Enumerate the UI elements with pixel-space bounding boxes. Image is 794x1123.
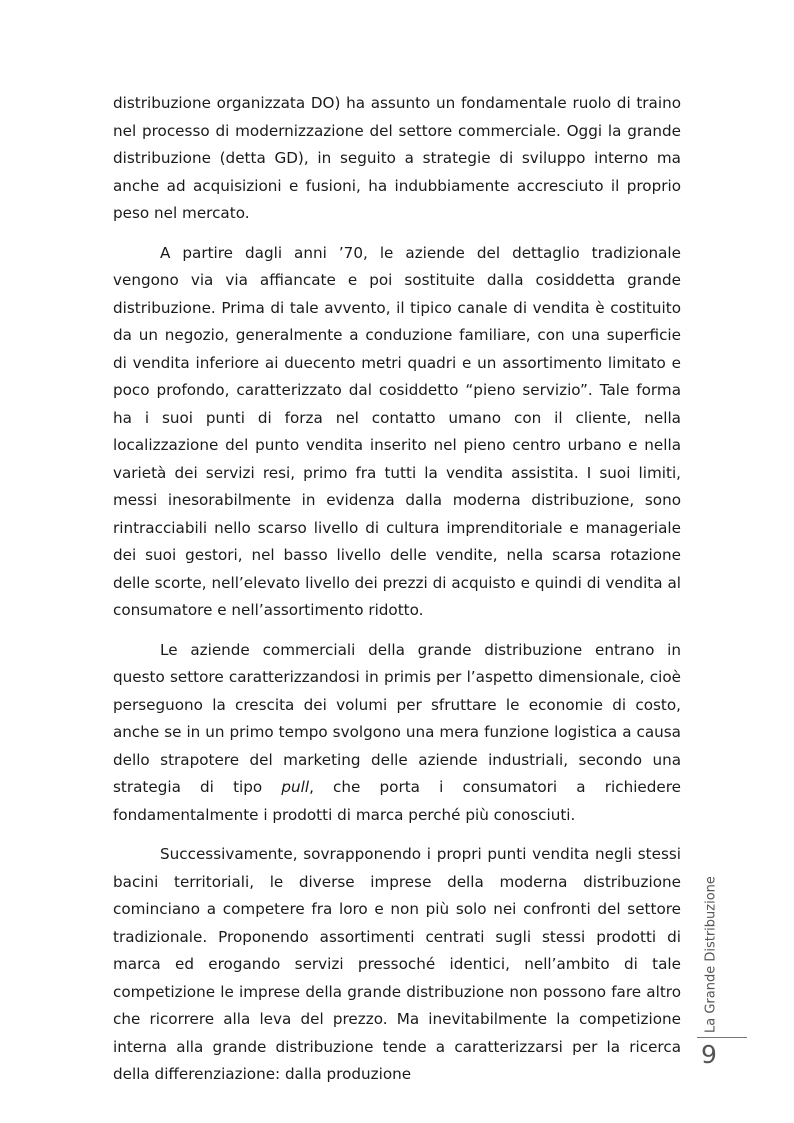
paragraph-1: distribuzione organizzata DO) ha assunto un fondamentale ruolo di traino nel processo di modernizzazione del settore commerciale. Oggi la grande distribuzione (detta GD), in seguito a strategie di sviluppo interno ma anche ad acquisizioni e fusioni, ha indubbiamente accresciuto il proprio peso nel mercato. (113, 94, 681, 222)
paragraph-3-part-1: Le aziende commerciali della grande distribuzione entrano in questo settore caratterizzandosi in primis per l’aspetto dimensionale, cioè perseguono la crescita dei volumi per sfruttare le economie di costo, anche se in un primo tempo svolgono una mera funzione logistica a causa dello strapotere del marketing delle aziende industriali, secondo una strategia di tipo (113, 640, 681, 796)
paragraph-4: Successivamente, sovrapponendo i propri punti vendita negli stessi bacini territoriali, le diverse imprese della moderna distribuzione cominciano a competere fra loro e non più solo nei confronti del settore tradizionale. Proponendo assortimenti centrati sugli stessi prodotti di marca ed erogando servizi pressoché identici, nell’ambito di tale competizione le imprese della grande distribuzione non possono fare altro che ricorrere alla leva del prezzo. Ma inevitabilmente la competizione interna alla grande distribuzione tende a caratterizzarsi per la ricerca della differenziazione: dalla produzione (113, 845, 681, 1083)
paragraph-2: A partire dagli anni ’70, le aziende del dettaglio tradizionale vengono via via affiancate e poi sostituite dalla cosiddetta grande distribuzione. Prima di tale avvento, il tipico canale di vendita è costituito da un negozio, generalmente a conduzione familiare, con una superficie di vendita inferiore ai duecento metri quadri e un assortimento limitato e poco profondo, caratterizzato dal cosiddetto “pieno servizio”. Tale forma ha i suoi punti di forza nel contatto umano con il cliente, nella localizzazione del punto vendita inserito nel pieno centro urbano e nella varietà dei servizi resi, primo fra tutti la vendita assistita. I suoi limiti, messi inesorabilmente in evidenza dalla moderna distribuzione, sono rintracciabili nello scarso livello di cultura imprenditoriale e manageriale dei suoi gestori, nel basso livello delle vendite, nella scarsa rotazione delle scorte, nell’elevato livello dei prezzi di acquisto e quindi di vendita al consumatore e nell’assortimento ridotto. (113, 243, 681, 619)
body-text (113, 90, 681, 1101)
footer-divider (697, 1037, 747, 1038)
paragraph-3 (113, 637, 681, 830)
paragraph-3-emphasis: pull (281, 778, 310, 796)
paragraph-3-part-2: , che porta i consumatori a richiedere fondamentalmente i prodotti di marca perché più conosciuti. (113, 778, 681, 824)
page-number: 9 (701, 1040, 717, 1069)
chapter-title: La Grande Distribuzione (703, 876, 719, 1033)
